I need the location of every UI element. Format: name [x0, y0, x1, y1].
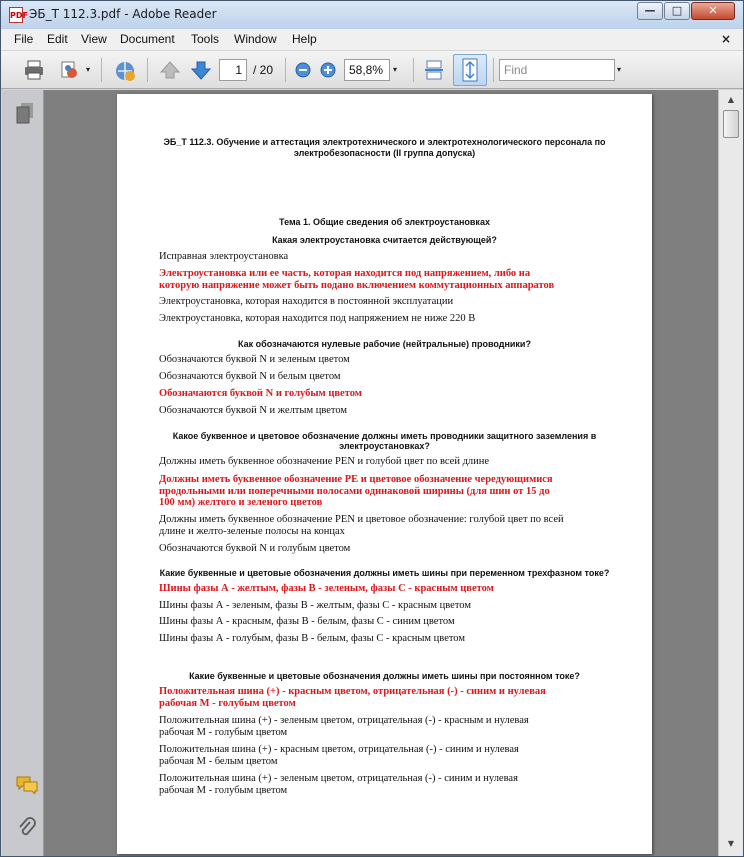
correct-answer: которую напряжение может быть подано включением коммутационных аппаратов: [159, 280, 555, 291]
correct-answer: Шины фазы А - желтым, фазы В - зеленым, фазы С - красным цветом: [159, 583, 494, 594]
answer-option: Должны иметь буквенное обозначение PEN и голубой цвет по всей длине: [159, 456, 490, 467]
document-title: ЭБ_Т 112.3. Обучение и аттестация электротехнического и электротехнологического персонала по: [163, 137, 606, 147]
menu-bar: [1, 29, 743, 51]
zoom-in-icon[interactable]: [320, 59, 342, 81]
correct-answer: продольными или поперечными полосами одинаковой ширины (для шин от 15 до: [159, 486, 550, 497]
toolbar-separator: [285, 58, 286, 82]
correct-answer: рабочая М - голубым цветом: [159, 698, 296, 709]
comments-icon[interactable]: [16, 776, 38, 798]
answer-option: Положительная шина (+) - красным цветом, отрицательная (-) - синим и нулевая: [159, 744, 519, 755]
find-dropdown-icon[interactable]: ▾: [617, 65, 622, 74]
answer-option: Шины фазы А - голубым, фазы В - белым, фазы С - красным цветом: [159, 633, 466, 644]
answer-option: рабочая М - голубым цветом: [159, 727, 288, 738]
zoom-dropdown-icon[interactable]: ▾: [393, 65, 398, 74]
answer-option: Положительная шина (+) - зеленым цветом, отрицательная (-) - синим и нулевая: [159, 773, 518, 784]
document-title: электробезопасности (II группа допуска): [293, 148, 476, 158]
toolbar-separator: [147, 58, 148, 82]
pdf-app-icon: PDF: [9, 7, 23, 23]
menu-file[interactable]: File: [14, 32, 34, 46]
question-heading: Как обозначаются нулевые рабочие (нейтральные) проводники?: [238, 339, 531, 349]
question-heading: электроустановках?: [339, 441, 430, 451]
menu-edit[interactable]: Edit: [47, 32, 68, 46]
answer-option: Должны иметь буквенное обозначение PEN и цветовое обозначение: голубой цвет по всей: [159, 514, 564, 525]
scroll-mode-icon[interactable]: [423, 59, 445, 81]
scrollbar-thumb[interactable]: [723, 110, 739, 138]
page-total-label: / 20: [253, 63, 274, 77]
answer-option: длине и желто-зеленые полосы на концах: [159, 526, 345, 537]
answer-option: Обозначаются буквой N и голубым цветом: [159, 543, 351, 554]
correct-answer: Обозначаются буквой N и голубым цветом: [159, 388, 362, 399]
answer-option: Обозначаются буквой N и белым цветом: [159, 371, 341, 382]
correct-answer: Электроустановка или ее часть, которая находится под напряжением, либо на: [159, 268, 531, 279]
attachment-icon[interactable]: [18, 817, 36, 843]
topic-heading: Тема 1. Общие сведения об электроустановках: [279, 217, 490, 227]
vertical-scrollbar[interactable]: [718, 90, 743, 856]
prev-page-icon[interactable]: [159, 59, 181, 81]
toolbar-separator: [101, 58, 102, 82]
menu-window[interactable]: Window: [234, 32, 277, 46]
minimize-button[interactable]: —: [637, 2, 663, 20]
window-title: ЭБ_Т 112.3.pdf - Adobe Reader: [29, 7, 217, 21]
share-dropdown-icon[interactable]: ▾: [86, 65, 91, 74]
menu-document[interactable]: Document: [120, 32, 175, 46]
question-heading: Какие буквенные и цветовые обозначения должны иметь шины при постоянном токе?: [189, 671, 580, 681]
answer-option: рабочая М - голубым цветом: [159, 785, 288, 796]
correct-answer: 100 мм) желтого и зеленого цветов: [159, 497, 323, 508]
document-close-button[interactable]: ×: [720, 32, 731, 46]
find-input[interactable]: Find: [499, 59, 615, 81]
question-heading: Какое буквенное и цветовое обозначение должны иметь проводники защитного заземления в: [172, 431, 597, 441]
answer-option: Положительная шина (+) - зеленым цветом, отрицательная (-) - красным и нулевая: [159, 715, 529, 726]
answer-option: Шины фазы А - зеленым, фазы В - желтым, фазы С - красным цветом: [159, 600, 471, 611]
maximize-button[interactable]: □: [664, 2, 690, 20]
fit-page-icon: [454, 55, 486, 85]
answer-option: Электроустановка, которая находится в постоянной эксплуатации: [159, 296, 454, 307]
next-page-icon[interactable]: [190, 59, 212, 81]
menu-help[interactable]: Help: [292, 32, 317, 46]
pages-panel-icon[interactable]: [16, 102, 34, 128]
correct-answer: Должны иметь буквенное обозначение PE и цветовое обозначение чередующимися: [159, 474, 553, 485]
close-button[interactable]: ✕: [691, 2, 735, 20]
zoom-level-input[interactable]: 58,8%: [344, 59, 390, 81]
toolbar-separator: [493, 58, 494, 82]
zoom-out-icon[interactable]: [295, 59, 317, 81]
navigation-panel: [2, 90, 44, 856]
share-icon[interactable]: [59, 59, 81, 81]
page-number-input[interactable]: 1: [219, 59, 247, 81]
document-viewport[interactable]: [44, 90, 718, 856]
answer-option: Электроустановка, которая находится под напряжением не ниже 220 В: [159, 313, 476, 324]
pdf-page: [117, 94, 652, 854]
scroll-down-icon[interactable]: ▼: [727, 839, 735, 848]
title-bar: [1, 1, 743, 29]
answer-option: Обозначаются буквой N и желтым цветом: [159, 405, 348, 416]
correct-answer: Положительная шина (+) - красным цветом, отрицательная (-) - синим и нулевая: [159, 686, 546, 697]
fit-page-button[interactable]: [453, 54, 487, 86]
toolbar-separator: [413, 58, 414, 82]
toolbar: [1, 51, 743, 89]
print-icon[interactable]: [23, 59, 45, 81]
collaborate-icon[interactable]: [113, 59, 135, 81]
menu-view[interactable]: View: [81, 32, 107, 46]
question-heading: Какие буквенные и цветовые обозначения должны иметь шины при переменном трехфазном токе?: [159, 568, 610, 578]
answer-option: Исправная электроустановка: [159, 251, 289, 262]
answer-option: рабочая М - белым цветом: [159, 756, 278, 767]
answer-option: Шины фазы А - красным, фазы В - белым, фазы С - синим цветом: [159, 616, 455, 627]
menu-tools[interactable]: Tools: [191, 32, 220, 46]
question-heading: Какая электроустановка считается действующей?: [272, 235, 497, 245]
scroll-up-icon[interactable]: ▲: [727, 95, 735, 104]
answer-option: Обозначаются буквой N и зеленым цветом: [159, 354, 350, 365]
